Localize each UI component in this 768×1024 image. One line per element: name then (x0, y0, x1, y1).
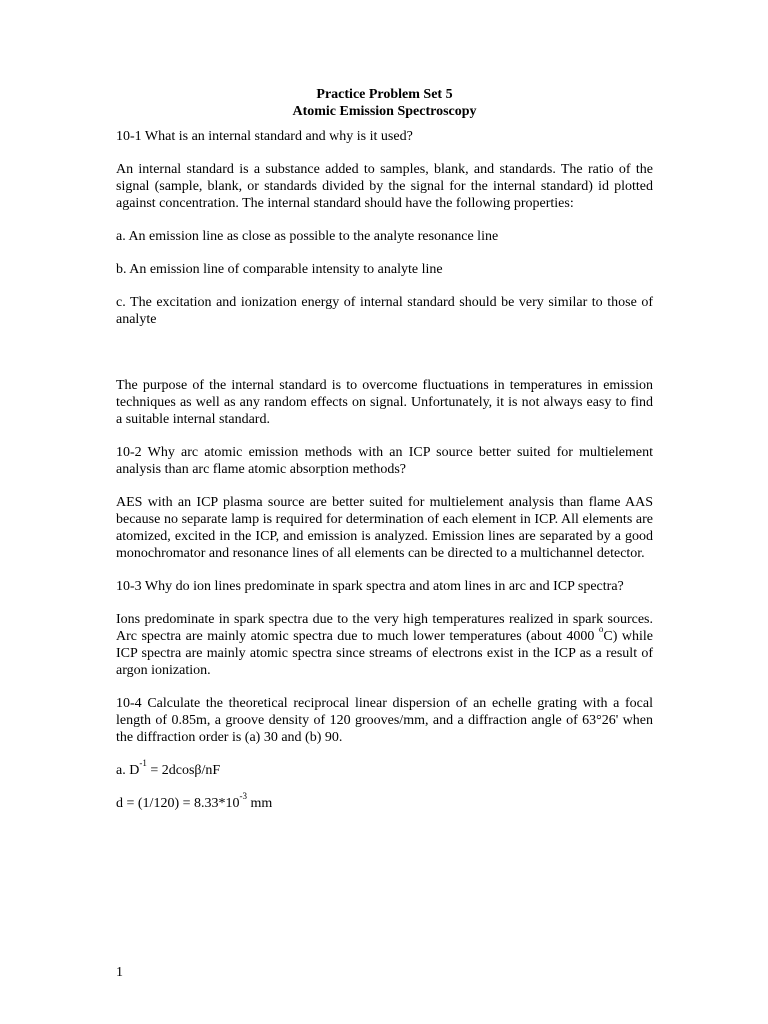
equation-groove-spacing-rhs: mm (247, 796, 273, 811)
equation-dispersion-exponent: -1 (139, 758, 147, 769)
property-b: b. An emission line of comparable intensity to analyte line (116, 262, 443, 277)
equation-dispersion-lhs: a. D (116, 763, 140, 778)
degree-superscript: o (598, 624, 604, 635)
equation-dispersion (116, 758, 653, 779)
blank-space (116, 344, 653, 377)
answer-10-1-purpose: The purpose of the internal standard is to overcome fluctuations in temperatures in emission techniques as well as any random effects on signal. Unfortunately, it is not always easy to find a suitable internal standard. (116, 378, 653, 427)
equation-groove-spacing-exponent: -3 (239, 791, 248, 802)
document-subtitle: Atomic Emission Spectroscopy (292, 104, 477, 119)
document-page (116, 86, 653, 828)
question-10-3: 10-3 Why do ion lines predominate in spark spectra and atom lines in arc and ICP spectra? (116, 579, 624, 594)
answer-10-2: AES with an ICP plasma source are better suited for multielement analysis than flame AAS because no separate lamp is required for determination of each element in ICP. All elements are atomized, excited in the ICP, and emission is analyzed. Emission lines are separated by a good monochromator and resonance lines of all elements can be directed to a multichannel detector. (116, 495, 653, 561)
property-a: a. An emission line as close as possible to the analyte resonance line (116, 229, 499, 244)
answer-10-3 (116, 611, 653, 679)
question-10-1: 10-1 What is an internal standard and why is it used? (116, 129, 413, 144)
question-10-4: 10-4 Calculate the theoretical reciprocal linear dispersion of an echelle grating with a focal length of 0.85m, a groove density of 120 grooves/mm, and a diffraction angle of 63°26' when the diffraction order is (a) 30 and (b) 90. (116, 696, 653, 745)
title-block (116, 86, 653, 120)
document-title: Practice Problem Set 5 (316, 87, 453, 102)
question-10-2: 10-2 Why arc atomic emission methods with an ICP source better suited for multielement analysis than arc flame atomic absorption methods? (116, 445, 653, 477)
equation-groove-spacing-lhs: d = (1/120) = 8.33*10 (116, 796, 240, 811)
answer-10-3-part1: Ions predominate in spark spectra due to the very high temperatures realized in spark sources. Arc spectra are mainly atomic spectra due to much lower temperatures (about 4000 (116, 612, 653, 644)
equation-dispersion-rhs: = 2dcosβ/nF (146, 763, 221, 778)
page-number: 1 (116, 965, 123, 980)
answer-10-3-part2: C) while ICP spectra are mainly atomic spectra since streams of electrons exist in the ICP as a result of argon ionization. (116, 629, 654, 678)
answer-10-1-intro: An internal standard is a substance added to samples, blank, and standards. The ratio of the signal (sample, blank, or standards divided by the signal for the internal standard) id plotted against concentration. The internal standard should have the following properties: (116, 162, 653, 211)
equation-groove-spacing (116, 791, 653, 812)
property-c: c. The excitation and ionization energy of internal standard should be very similar to those of analyte (116, 295, 653, 327)
